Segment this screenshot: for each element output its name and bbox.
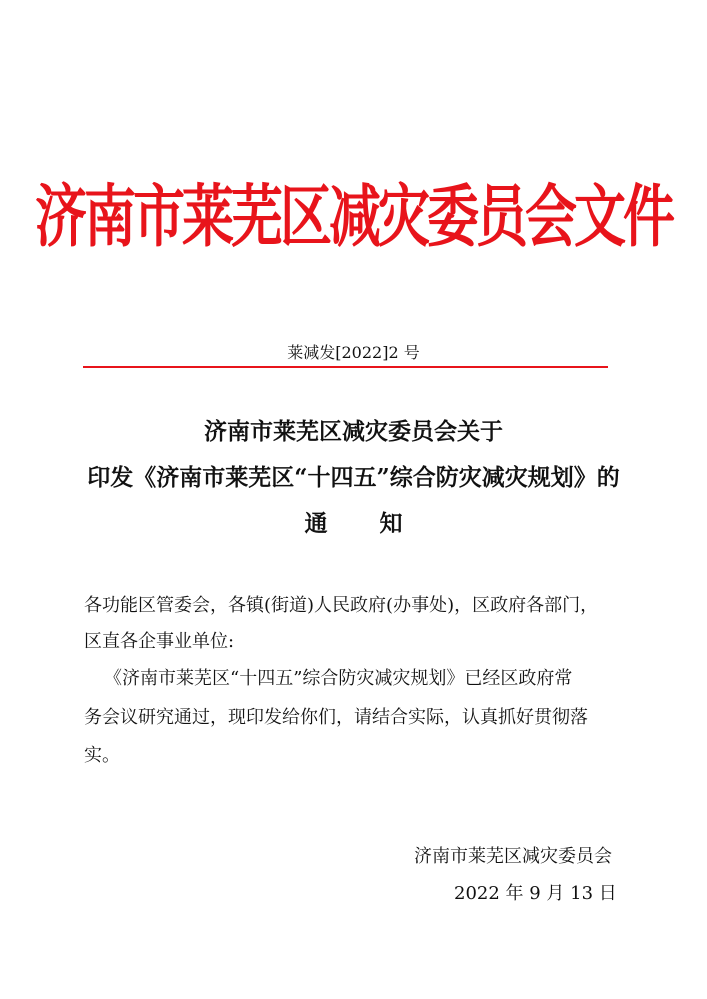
body-paragraph-line-1: 《济南市莱芜区“十四五”综合防灾减灾规划》已经区政府常 [104, 668, 573, 689]
red-header-title: 济南市莱芜区减灾委员会文件 [34, 177, 672, 257]
notice-title-word-left: 通 [304, 510, 328, 537]
body-paragraph-line-3: 实。 [84, 745, 120, 766]
signature-issuer: 济南市莱芜区减灾委员会 [414, 846, 612, 867]
signature-date: 2022 年 9 月 13 日 [454, 883, 617, 904]
addressee-line-1: 各功能区管委会，各镇(街道)人民政府(办事处)，区政府各部门， [84, 595, 599, 616]
red-divider-line [83, 366, 608, 368]
notice-title-line-1: 济南市莱芜区减灾委员会关于 [204, 418, 503, 445]
addressee-line-2: 区直各企事业单位: [84, 631, 235, 652]
document-number: 莱减发[2022]2 号 [287, 343, 420, 362]
notice-title-word-right: 知 [379, 510, 403, 537]
notice-title-line-2: 印发《济南市莱芜区“十四五”综合防灾减灾规划》的 [87, 464, 620, 491]
notice-title-line-3 [0, 509, 707, 539]
body-paragraph-line-2: 务会议研究通过，现印发给你们，请结合实际，认真抓好贯彻落 [84, 707, 588, 728]
